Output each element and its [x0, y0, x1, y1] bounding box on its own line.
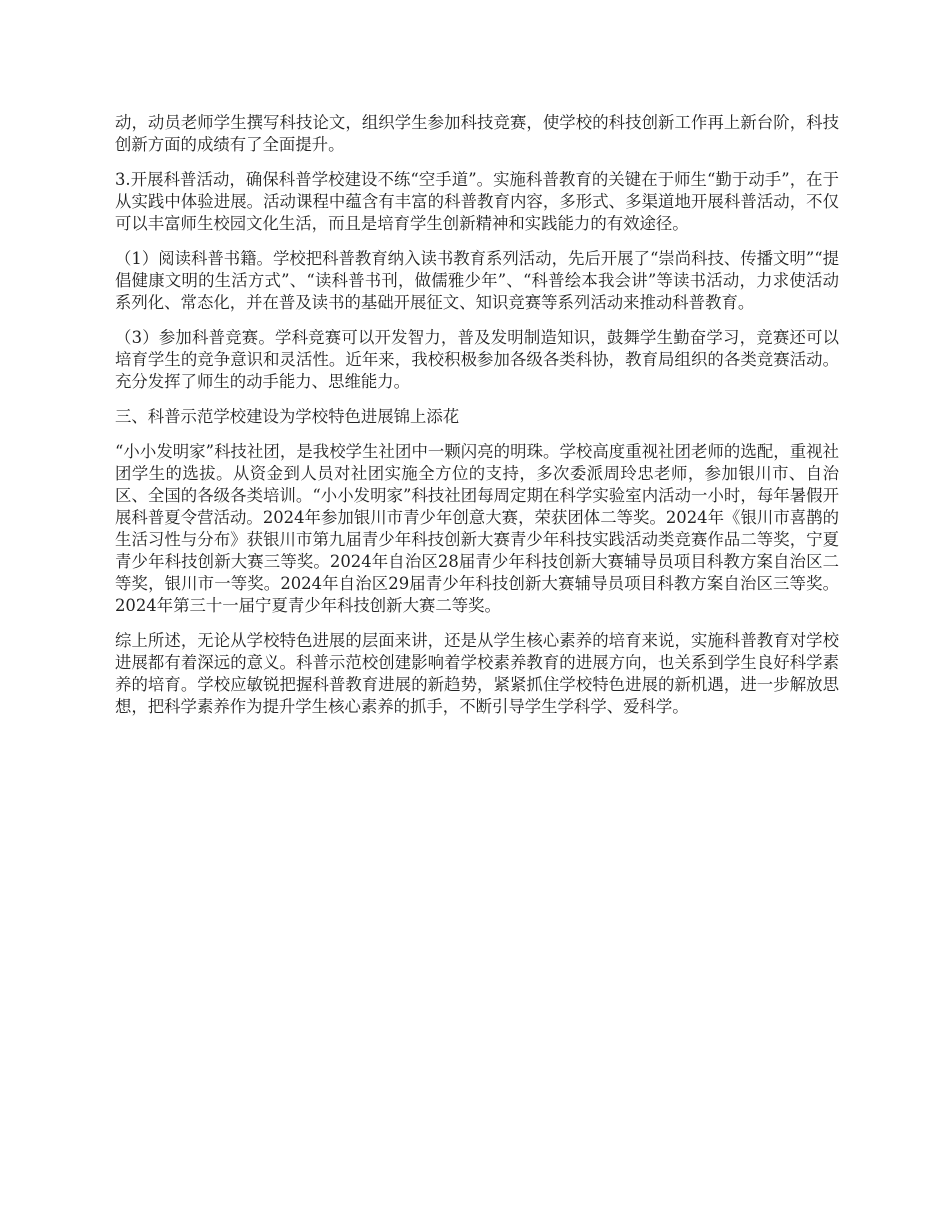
paragraph-reading-books: （1）阅读科普书籍。学校把科普教育纳入读书教育系列活动，先后开展了“崇尚科技、传播文明”“提倡健康文明的生活方式”、“读科普书刊，做儒雅少年”、“科普绘本我会讲”等读书活动，力求使活动系列化、常态化，并在普及读书的基础开展征文、知识竞赛等系列活动来推动科普教育。	[115, 249, 839, 312]
section-heading: 三、科普示范学校建设为学校特色进展锦上添花	[115, 407, 460, 426]
document-page	[115, 112, 839, 731]
paragraph-science-activities: 3.开展科普活动，确保科普学校建设不练“空手道”。实施科普教育的关键在于师生“勤于动手”，在于从实践中体验进展。活动课程中蕴含有丰富的科普教育内容，多形式、多渠道地开展科普活动，不仅可以丰富师生校园文化生活，而且是培育学生创新精神和实践能力的有效途径。	[115, 170, 839, 233]
paragraph-continuation: 动，动员老师学生撰写科技论文，组织学生参加科技竞赛，使学校的科技创新工作再上新台阶，科技创新方面的成绩有了全面提升。	[115, 113, 839, 154]
paragraph-conclusion: 综上所述，无论从学校特色进展的层面来讲，还是从学生核心素养的培育来说，实施科普教育对学校进展都有着深远的意义。科普示范校创建影响着学校素养教育的进展方向，也关系到学生良好科学素养的培育。学校应敏锐把握科普教育进展的新趋势，紧紧抓住学校特色进展的新机遇，进一步解放思想，把科学素养作为提升学生核心素养的抓手，不断引导学生学科学、爱科学。	[115, 631, 839, 716]
paragraph-inventor-club: “小小发明家”科技社团，是我校学生社团中一颗闪亮的明珠。学校高度重视社团老师的选配，重视社团学生的选拔。从资金到人员对社团实施全方位的支持，多次委派周玲忠老师，参加银川市、自治区、全国的各级各类培训。“小小发明家”科技社团每周定期在科学实验室内活动一小时，每年暑假开展科普夏令营活动。2024年参加银川市青少年创意大赛，荣获团体二等奖。2024年《银川市喜鹊的生活习性与分布》获银川市第九届青少年科技创新大赛青少年科技实践活动类竞赛作品二等奖，宁夏青少年科技创新大赛三等奖。2024年自治区28届青少年科技创新大赛辅导员项目科教方案自治区二等奖，银川市一等奖。2024年自治区29届青少年科技创新大赛辅导员项目科教方案自治区三等奖。2024年第三十一届宁夏青少年科技创新大赛二等奖。	[115, 442, 839, 615]
paragraph-competitions: （3）参加科普竞赛。学科竞赛可以开发智力，普及发明制造知识，鼓舞学生勤奋学习，竞赛还可以培育学生的竞争意识和灵活性。近年来，我校积极参加各级各类科协，教育局组织的各类竞赛活动。充分发挥了师生的动手能力、思维能力。	[115, 328, 839, 391]
